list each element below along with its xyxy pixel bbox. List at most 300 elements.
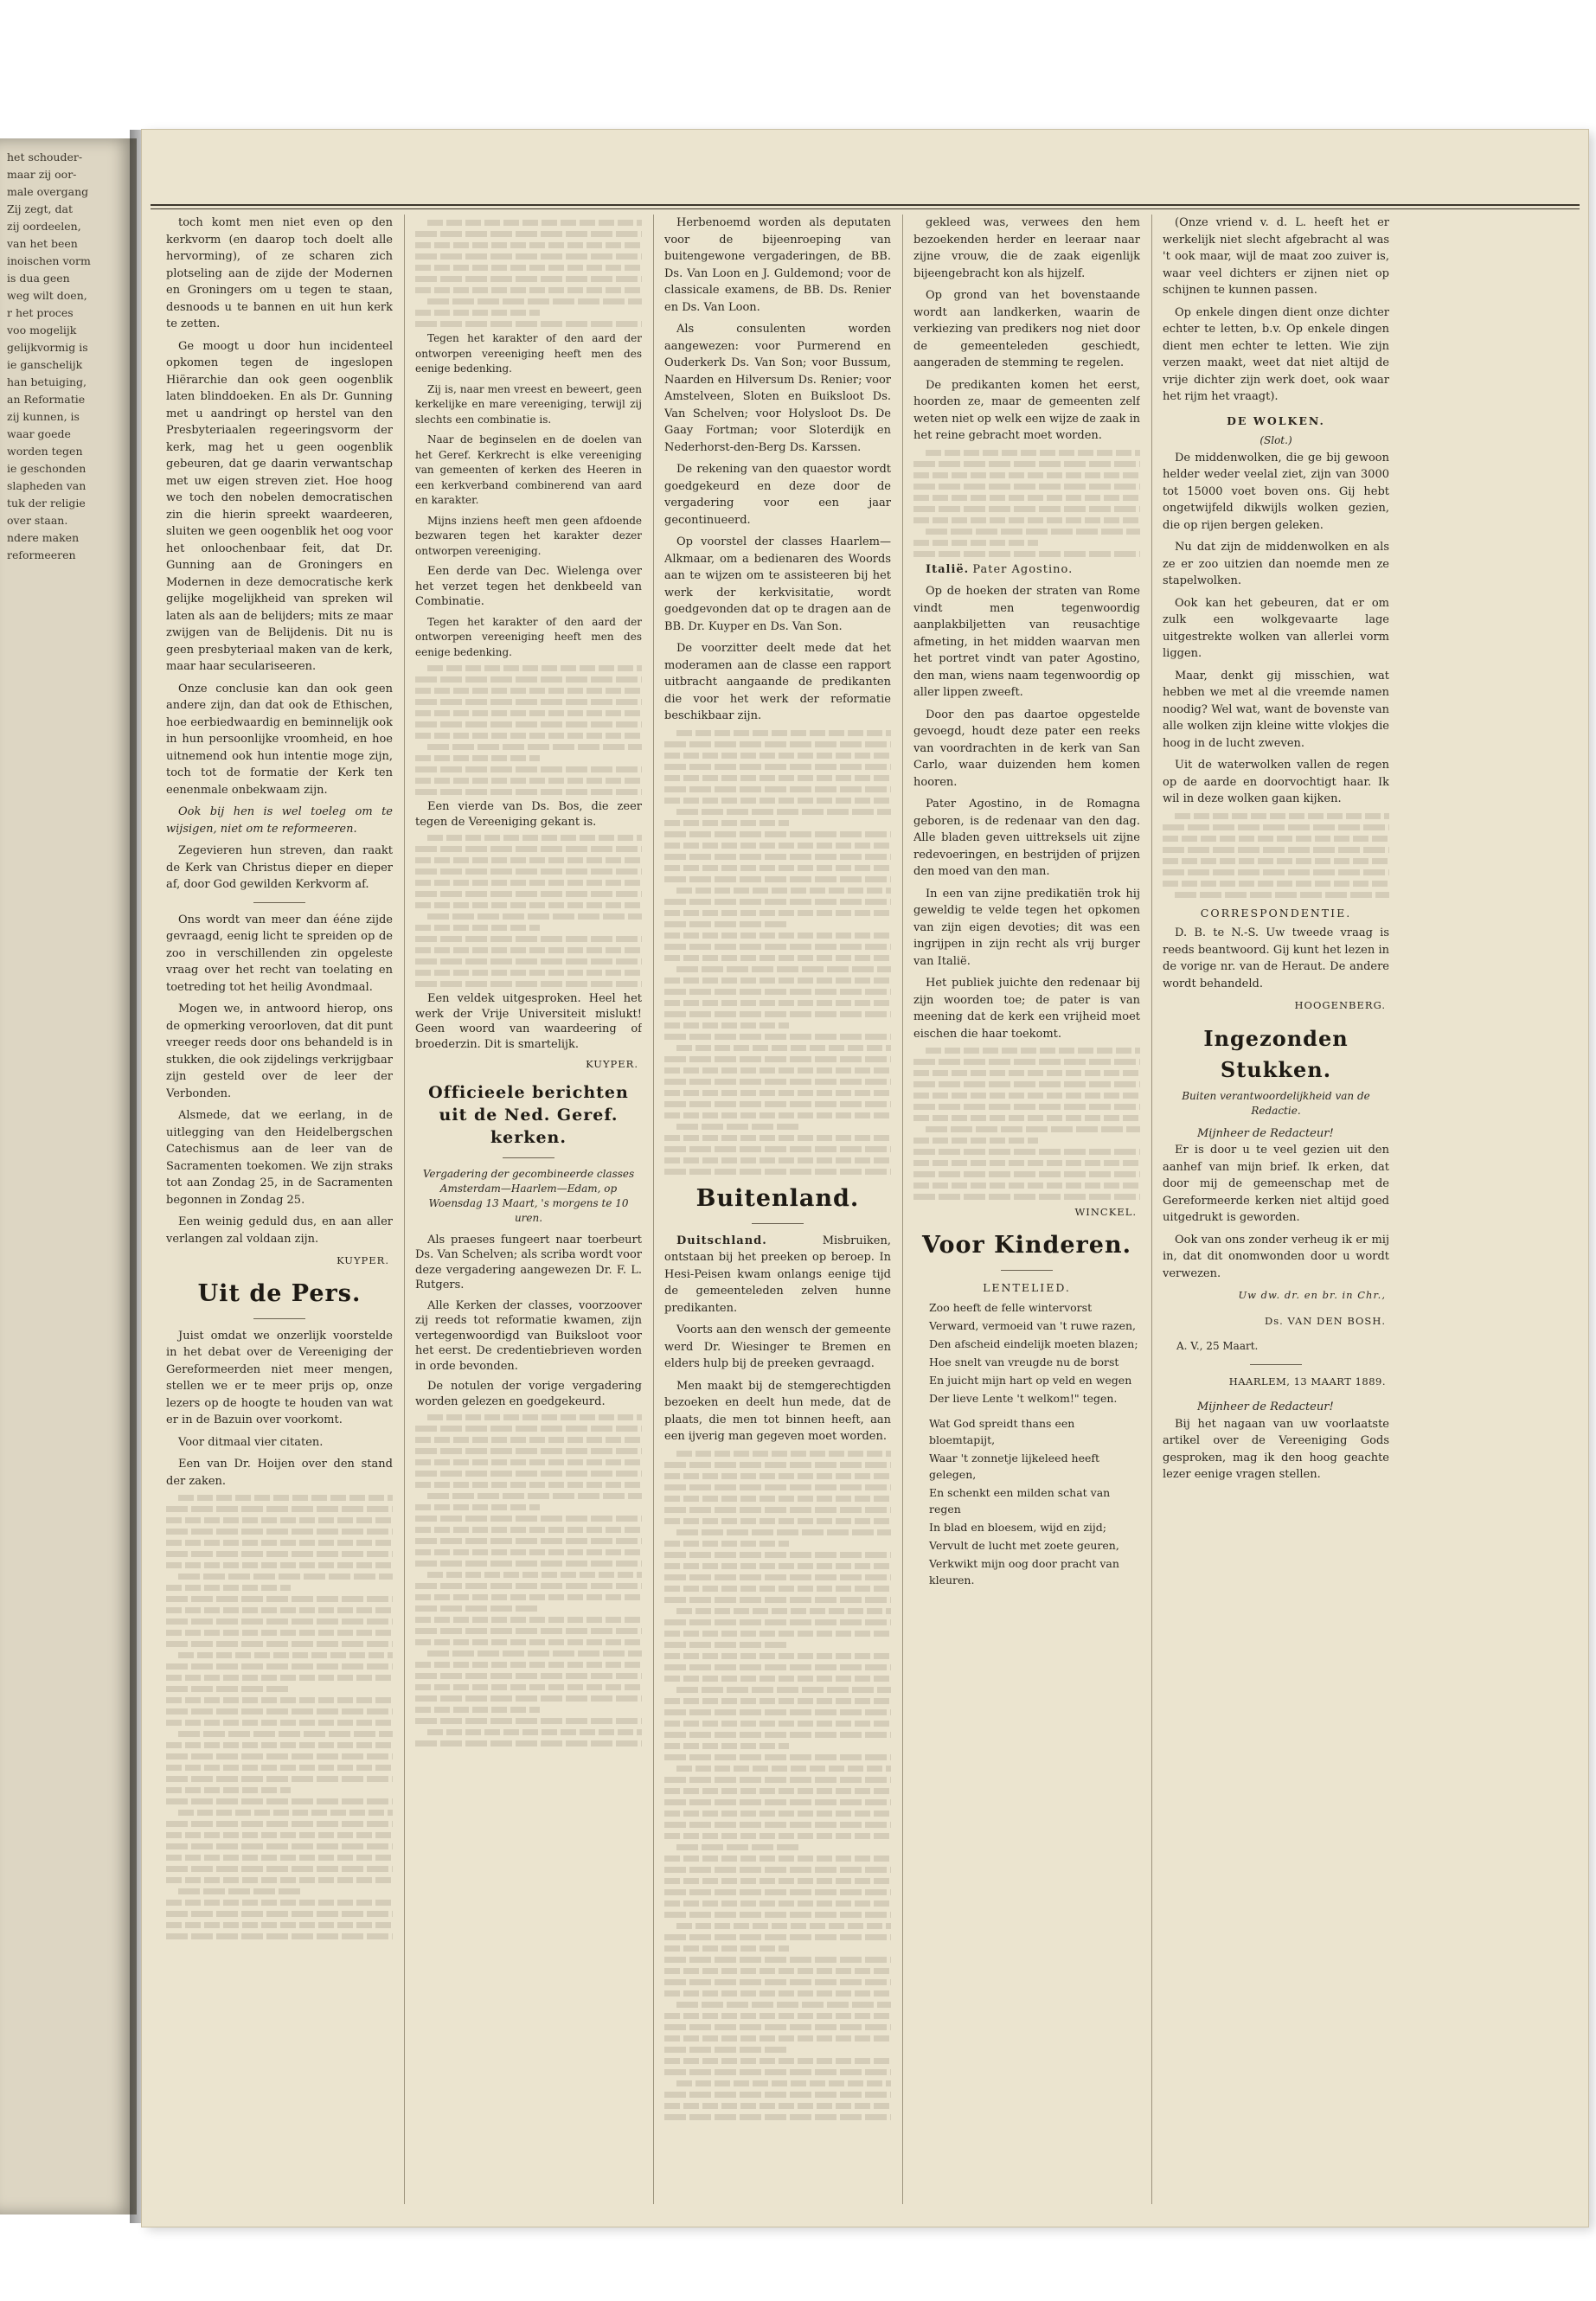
text-line-texture: [166, 1753, 393, 1759]
text-line-texture: [664, 1822, 891, 1828]
text-line-texture: [664, 1631, 891, 1637]
text-line-texture: [166, 1922, 393, 1928]
article-paragraph: Een veldek uitgesproken. Heel het werk der Vrije Universiteit mislukt! Geen woord van waardeering of broederzin. Dit is smartelijk.: [415, 992, 642, 1051]
text-line-texture: [664, 944, 891, 950]
text-line-texture: [166, 1933, 393, 1939]
article-paragraph: Zegevieren hun streven, dan raakt de Kerk van Christus dieper en dieper af, door God gewilden Kerkvorm af.: [166, 844, 393, 891]
announcement-paragraph: Een weinig geduld dus, en aan aller verlangen zal voldaan zijn.: [166, 1215, 393, 1246]
text-line-texture: [166, 1529, 393, 1535]
text-line-texture: [664, 741, 891, 747]
text-line-texture: [166, 1798, 393, 1804]
text-line-texture: [926, 1048, 1140, 1054]
text-line-texture: [166, 1855, 393, 1861]
pers-paragraph: Een van Dr. Hoijen over den stand der zaken.: [166, 1458, 393, 1488]
correspondence-text: D. B. te N.-S. Uw tweede vraag is reeds beantwoord. Gij kunt het lezen in de vorige nr. van de Heraut. De andere wordt behandeld.: [1163, 926, 1389, 990]
text-line-texture: [415, 778, 642, 784]
official-paragraph: Op voorstel der classes Haarlem—Alkmaar, om a bedienaren des Woords aan te wijzen om te assisteeren bij het werk der kerkvisitatie, wordt goedgevonden dat op te dragen aan de BB. Dr. Kuyper en Ds. Van Son.: [664, 535, 891, 633]
article-paragraph: De predikanten komen het eerst, hoorden ze, maar de gemeenten zelf weten niet op welk een wijze de zaak in het reine gebracht moet worden.: [913, 378, 1140, 442]
text-line-texture: [427, 1729, 642, 1735]
newspaper-page: [142, 130, 1588, 2227]
strip-text-fragment: reformeeren: [7, 548, 76, 561]
text-line-texture: [166, 1787, 291, 1793]
text-line-texture: [913, 1104, 1140, 1110]
italie-paragraph: Het publiek juichte den redenaar bij zijn woorden toe; de pater is van meening dat de kerk een vrijheid moet eischen die haar toekomt.: [913, 977, 1140, 1041]
text-line-texture: [913, 1171, 1140, 1177]
text-line-texture: [664, 989, 891, 995]
text-line-texture: [1163, 858, 1389, 864]
poem-title: LENTELIED.: [983, 1280, 1071, 1294]
poem-line: Waar 't zonnetje lijkeleed heeft gelegen,: [929, 1452, 1100, 1481]
text-line-texture: [178, 1731, 393, 1737]
text-line-texture: [913, 1059, 1140, 1065]
poem-line: Verkwikt mijn oog door pracht van kleuren.: [929, 1557, 1119, 1586]
text-line-texture: [415, 958, 642, 965]
text-line-texture: [415, 265, 642, 271]
text-line-texture: [664, 1653, 891, 1659]
text-line-texture: [664, 1912, 891, 1918]
official-paragraph: Alle Kerken der classes, voorzoover zij reeds tot reformatie kwamen, zijn vertegenwoordigd van Buiksloot voor het eerst. De credentiebrieven worden in orde bevonden.: [415, 1298, 642, 1373]
text-line-texture: [166, 1843, 393, 1849]
text-line-texture: [664, 1990, 891, 1997]
text-line-texture: [178, 1652, 393, 1658]
text-line-texture: [676, 1124, 801, 1130]
text-line-texture: [913, 540, 1038, 546]
article-paragraph: Een vierde van Ds. Bos, die zeer tegen de Vereeniging gekant is.: [415, 800, 642, 829]
text-line-texture: [664, 1473, 891, 1479]
text-line-texture: [664, 1563, 891, 1569]
text-line-texture: [676, 2080, 891, 2086]
text-line-texture: [415, 1437, 642, 1443]
column-1: [166, 215, 393, 2204]
text-line-texture: [664, 1732, 891, 1738]
text-line-texture: [415, 688, 642, 694]
section-title-officieele-berichten: Officieele berichten uit de Ned. Geref. kerken.: [428, 1082, 629, 1147]
text-line-texture: [664, 764, 891, 770]
text-line-texture: [676, 809, 891, 815]
poem-line: Zoo heeft de felle wintervorst: [929, 1301, 1093, 1314]
text-line-texture: [913, 1194, 1140, 1200]
text-line-texture: [664, 1090, 891, 1096]
text-line-texture: [415, 1617, 642, 1623]
text-line-texture: [676, 1844, 801, 1850]
section-divider: [253, 902, 305, 903]
text-line-texture: [1163, 847, 1389, 853]
text-line-texture: [664, 1811, 891, 1817]
column-5: [1163, 215, 1389, 2204]
article-paragraph: toch komt men niet even op den kerkvorm (en daarop toch doelt alle hervorming), of ze scharen zich plotseling aan de zijde der Modernen en Groningers om u tegen te staan, desnoods u te bannen en uit hun kerk te zetten.: [166, 216, 393, 330]
text-line-texture: [427, 1414, 642, 1420]
text-line-texture: [166, 1708, 393, 1715]
meeting-subheading: Vergadering der gecombineerde classes Amsterdam—Haarlem—Edam, op Woensdag 13 Maart, 's morgens te 10 uren.: [422, 1167, 635, 1224]
text-line-texture: [664, 1979, 891, 1985]
column-divider: [653, 215, 654, 2204]
column-3: [664, 215, 891, 2204]
text-line-texture: [664, 876, 891, 882]
text-line-texture: [415, 1628, 642, 1634]
text-line-texture: [664, 1079, 891, 1085]
section-title-buitenland: Buitenland.: [695, 1184, 860, 1212]
ingezonden-paragraph: Er is door u te veel gezien uit den aanhef van mijn brief. Ik erken, dat door mij de gemeenschap met de Gereformeerde kerken niet altijd goed uitgedrukt is geworden.: [1163, 1144, 1389, 1224]
text-line-texture: [166, 1776, 393, 1782]
text-line-texture: [427, 913, 642, 920]
text-line-texture: [664, 1934, 891, 1940]
text-line-texture: [415, 936, 642, 942]
fine-print-filler: [415, 665, 642, 795]
text-line-texture: [913, 551, 1140, 557]
signature: WINCKEL.: [1074, 1206, 1137, 1218]
text-line-texture: [415, 1695, 642, 1702]
text-line-texture: [664, 843, 891, 849]
strip-text-fragment: male overgang: [7, 185, 89, 198]
text-line-texture: [664, 1833, 891, 1839]
text-line-texture: [166, 1540, 393, 1546]
text-line-texture: [166, 1900, 393, 1906]
text-line-texture: [664, 2058, 891, 2064]
text-line-texture: [415, 231, 642, 237]
text-line-texture: [664, 1157, 891, 1163]
announcement-paragraph: Mogen we, in antwoord hierop, ons de opmerking veroorloven, dat dit punt vreeger reeds door ons behandeld is in stukken, die ook zijdelings verkrijgbaar zijn gesteld over de leer der Verbonden.: [166, 1003, 393, 1100]
text-line-texture: [676, 1451, 891, 1457]
text-line-texture: [664, 933, 891, 939]
text-line-texture: [664, 2013, 891, 2019]
article-paragraph: Op enkele dingen dient onze dichter echter te letten, b.v. Op enkele dingen dient men echter te letten. Wie zijn verzen maakt, weet dat niet altijd de vrije dichter zijn werk doet, ook waar het rijm het vraagt).: [1163, 305, 1389, 403]
text-line-texture: [913, 1093, 1140, 1099]
salutation: Mijnheer de Redacteur!: [1197, 1400, 1334, 1413]
text-line-texture: [415, 755, 540, 761]
fine-print-filler: [664, 1451, 891, 2120]
poem-line: En schenkt een milden schat van regen: [929, 1486, 1111, 1516]
text-line-texture: [415, 1684, 642, 1690]
text-line-texture: [664, 2114, 891, 2120]
text-line-texture: [415, 1448, 642, 1454]
text-line-texture: [664, 1169, 891, 1175]
text-line-texture: [415, 891, 642, 897]
strip-text-fragment: han betuiging,: [7, 375, 87, 388]
text-line-texture: [415, 242, 642, 248]
column-divider: [404, 215, 405, 2204]
text-line-texture: [664, 854, 891, 860]
text-line-texture: [166, 1877, 393, 1883]
poem-line: In blad en bloesem, wijd en zijd;: [929, 1521, 1106, 1534]
section-divider: [253, 1318, 305, 1319]
text-line-texture: [676, 730, 891, 736]
text-line-texture: [415, 1606, 540, 1612]
section-divider: [1001, 1270, 1053, 1271]
pers-paragraph: Juist omdat we onzerlijk voorstelde in het debat over de Vereeniging der Gereformeerden niet meer mengen, stellen we er te meer prijs op, onze lezers op de hoogte te houden van wat er in de Bazuin over voorkomt.: [166, 1329, 393, 1426]
correspondence-title: CORRESPONDENTIE.: [1200, 906, 1352, 920]
italie-paragraph: In een van zijne predikatiën trok hij geweldig te velde tegen het opkomen van zijn eigen devoties; dit was een ingrijpen in zijn recht als vrij burger van Italië.: [913, 887, 1140, 968]
article-paragraph: Tegen het karakter of den aard der ontworpen vereeniging heeft men des eenige bedenking.: [415, 615, 642, 658]
previous-page-strip: [0, 138, 137, 2214]
wolken-paragraph: Maar, denkt gij misschien, wat hebben we met al die vreemde namen noodig? Wel wat, want de bovenste van alle wolken zijn kleine witte vlokjes die hoog in de lucht zweven.: [1163, 669, 1389, 750]
text-line-texture: [415, 1471, 642, 1477]
text-line-texture: [415, 1426, 642, 1432]
text-line-texture: [664, 921, 789, 927]
text-line-texture: [664, 1135, 891, 1141]
official-paragraph: Herbenoemd worden als deputaten voor de bijeenroeping van buitengewone vergaderingen, de BB. Ds. Van Loon en J. Guldemond; voor de classicale examens, de BB. Ds. Renier en Ds. Van Loon.: [664, 216, 891, 314]
wolken-paragraph: Nu dat zijn de middenwolken en als ze er zoo uitzien dan noemde men ze stapelwolken.: [1163, 541, 1389, 587]
text-line-texture: [415, 1740, 642, 1747]
text-line-texture: [664, 1709, 891, 1715]
text-line-texture: [664, 2035, 891, 2041]
text-line-texture: [664, 910, 891, 916]
text-line-texture: [415, 846, 642, 852]
text-line-texture: [415, 1561, 642, 1567]
text-line-texture: [1175, 813, 1389, 819]
text-line-texture: [415, 721, 642, 727]
strip-text-fragment: inoischen vorm: [7, 254, 91, 267]
text-line-texture: [664, 1799, 891, 1805]
text-line-texture: [415, 1459, 642, 1465]
text-line-texture: [664, 1968, 891, 1974]
place-date: A. V., 25 Maart.: [1176, 1340, 1259, 1352]
signer: Ds. VAN DEN BOSH.: [1265, 1314, 1386, 1327]
text-line-texture: [166, 1562, 393, 1568]
fine-print-filler: [415, 220, 642, 327]
text-line-texture: [913, 517, 1140, 523]
text-line-texture: [415, 1516, 642, 1522]
article-paragraph: (Onze vriend v. d. L. heeft het er werkelijk niet slecht afgebracht al was 't ook maar, wijl de maat zoo zuiver is, waar veel dichters er zijnen niet op schijnen te kunnen passen.: [1163, 216, 1389, 297]
poem-line: Der lieve Lente 't welkom!" tegen.: [929, 1392, 1118, 1405]
text-line-texture: [676, 966, 891, 972]
text-line-texture: [913, 484, 1140, 490]
text-line-texture: [415, 253, 642, 260]
column-divider: [902, 215, 903, 2204]
strip-text-fragment: het schouder-: [7, 151, 83, 163]
ingezonden-subheading: Buiten verantwoordelijkheid van de Redactie.: [1182, 1089, 1370, 1117]
text-line-texture: [676, 1045, 891, 1051]
text-line-texture: [415, 1718, 642, 1724]
text-line-texture: [664, 2024, 891, 2030]
text-line-texture: [166, 1630, 393, 1636]
wolken-paragraph: De middenwolken, die ge bij gewoon helder weder veelal ziet, zijn van 3000 tot 15000 voet boven ons. Gij hebt ongetwijfeld dikwijls wolken gezien, die op rijen bergen geleken.: [1163, 451, 1389, 532]
text-line-texture: [664, 786, 891, 792]
text-line-texture: [926, 450, 1140, 456]
fine-print-filler: [913, 1048, 1140, 1200]
article-paragraph: Mijns inziens heeft men geen afdoende bezwaren tegen het karakter dezer ontworpen vereeniging.: [415, 514, 642, 557]
text-line-texture: [427, 665, 642, 671]
text-line-texture: [427, 835, 642, 841]
text-line-texture: [166, 1618, 393, 1625]
article-paragraph: Ge moogt u door hun incidenteel opkomen tegen de ingeslopen Hiërarchie dan ook geen oogenblik laten blinddoeken. En als Dr. Gunning met u aandringt op herstel van den Presbyteriaalen regeeringsvorm der kerk, mag het u geen oogenblik gebeuren, dat ge daarin verwantschap met uw eigen streven ziet. Hoe hoog we toch den nobelen democratischen zin die hierin spreekt waardeeren, sluiten we geen oogenblik het oog voor het onloochenbaar feit, dat Dr. Gunning aan de Groningers en Modernen in deze democratische kerk gelijke mogelijkheid van spreken wil laten als aan de belijders; mits ze maar zwijgen van de Belijdenis. Dit nu is geen presbyteriaal maken van de kerk, maar haar seculariseeren.: [166, 339, 393, 673]
text-line-texture: [913, 1115, 1140, 1121]
text-line-texture: [427, 298, 642, 304]
text-line-texture: [415, 970, 642, 976]
official-paragraph: Als praeses fungeert naar toerbeurt Ds. Van Schelven; als scriba wordt voor deze vergadering aangewezen Dr. F. L. Rutgers.: [415, 1233, 642, 1292]
poem-line: Verward, vermoeid van 't ruwe razen,: [929, 1319, 1137, 1332]
buitenland-paragraph: Men maakt bij de stemgerechtigden bezoeken en deelt hun mede, dat de plaats, die men tot binnen heeft, aan een ijverig man gegeven moet worden.: [664, 1379, 891, 1443]
section-title-uit-de-pers: Uit de Pers.: [197, 1279, 362, 1307]
correspondence-signature: HOOGENBERG.: [1294, 999, 1386, 1011]
official-paragraph: De rekening van den quaestor wordt goedgekeurd en deze door de vergadering voor een jaar gecontinueerd.: [664, 463, 891, 527]
text-line-texture: [415, 276, 642, 282]
text-line-texture: [913, 472, 1140, 478]
text-line-texture: [1163, 869, 1389, 875]
wolken-paragraph: Uit de waterwolken vallen de regen op de aarde en doorvochtigt haar. Ik wil in deze wolken gaan kijken.: [1163, 759, 1389, 805]
announcement-paragraph: Alsmede, dat we eerlang, in de uitlegging van den Heidelbergschen Catechismus aan de leer van de Sacramenten toekomen. We zijn straks tot aan Zondag 25, in de Sacramenten begonnen in Zondag 25.: [166, 1109, 393, 1207]
text-line-texture: [664, 1034, 891, 1040]
text-line-texture: [415, 868, 642, 875]
text-line-texture: [415, 1583, 642, 1589]
final-paragraph: Bij het nagaan van uw voorlaatste artikel over de Vereeniging Gods gesproken, mag ik den hoog geachte lezer eenige vragen stellen.: [1163, 1417, 1389, 1481]
text-line-texture: [913, 1070, 1140, 1076]
text-line-texture: [676, 1766, 891, 1772]
text-line-texture: [415, 857, 642, 863]
text-line-texture: [664, 1112, 891, 1118]
strip-text-fragment: zij oordeelen,: [7, 220, 81, 233]
text-line-texture: [166, 1607, 393, 1613]
text-line-texture: [166, 1551, 393, 1557]
strip-text-fragment: tuk der religie: [7, 497, 86, 510]
text-line-texture: [664, 955, 891, 961]
text-line-texture: [664, 2069, 891, 2075]
text-line-texture: [166, 1596, 393, 1602]
strip-text-fragment: waar goede: [7, 427, 71, 440]
text-line-texture: [415, 733, 642, 739]
text-line-texture: [664, 2047, 789, 2053]
text-line-texture: [913, 1138, 1038, 1144]
text-line-texture: [664, 1462, 891, 1468]
text-line-texture: [676, 2002, 891, 2008]
text-line-texture: [415, 287, 642, 293]
text-line-texture: [664, 1743, 789, 1749]
text-line-texture: [664, 1642, 789, 1648]
fine-print-filler: [415, 835, 642, 987]
text-line-texture: [166, 1675, 393, 1681]
text-line-texture: [178, 1888, 303, 1894]
strip-text-fragment: ie geschonden: [7, 462, 87, 475]
poem-line: En juicht mijn hart op veld en wegen: [929, 1374, 1132, 1387]
strip-text-fragment: ie ganschelijk: [7, 358, 83, 371]
text-line-texture: [664, 1484, 891, 1490]
salutation: Mijnheer de Redacteur!: [1197, 1126, 1334, 1140]
text-line-texture: [913, 1081, 1140, 1087]
signature: KUYPER.: [337, 1254, 389, 1266]
strip-text-fragment: weg wilt doen,: [7, 289, 87, 302]
text-line-texture: [166, 1866, 393, 1872]
section-title-voor-kinderen: Voor Kinderen.: [922, 1231, 1131, 1259]
text-line-texture: [664, 1664, 891, 1670]
text-line-texture: [415, 947, 642, 953]
text-line-texture: [926, 529, 1140, 535]
text-line-texture: [664, 1889, 891, 1895]
text-line-texture: [664, 820, 789, 826]
text-line-texture: [415, 1662, 642, 1668]
strip-text-fragment: over staan.: [7, 514, 68, 527]
wolken-paragraph: Ook kan het gebeuren, dat er om zulk een wolkgevaarte lage uitgestrekte wolken van allerlei vorm liggen.: [1163, 596, 1389, 660]
text-line-texture: [664, 1788, 891, 1794]
italie-paragraph: Op de hoeken der straten van Rome vindt men tegenwoordig aanplakbiljetten van reusachtige afmeting, in het midden waarvan men het portret vindt van pater Agostino, den man, wiens naam tegenwoordig op aller lippen zweeft.: [913, 585, 1140, 699]
text-line-texture: [178, 1495, 393, 1501]
text-line-texture: [166, 1821, 393, 1827]
text-line-texture: [664, 1777, 891, 1783]
column-2: [415, 215, 642, 2204]
announcement-paragraph: Ons wordt van meer dan ééne zijde gevraagd, eenig licht te spreiden op de zoo in verschillenden zin opgeleste vraag over het recht van toelating en toetreding tot het heilig Avondmaal.: [166, 913, 393, 994]
poem-line: Den afscheid eindelijk moeten blazen;: [929, 1337, 1138, 1350]
text-line-texture: [166, 1765, 393, 1771]
text-line-texture: [664, 1507, 891, 1513]
text-line-texture: [415, 1673, 642, 1679]
text-line-texture: [676, 1608, 891, 1614]
text-line-texture: [415, 1538, 642, 1544]
columns: [166, 215, 1564, 2204]
ingezonden-paragraph: Ook van ons zonder verheug ik er mij in, dat dit onomwonden door u wordt verwezen.: [1163, 1233, 1389, 1280]
article-paragraph: Tegen het karakter of den aard der ontworpen vereeniging heeft men des eenige bedenking.: [415, 332, 642, 375]
country-lead: Italië.: [926, 562, 970, 576]
text-line-texture: [166, 1697, 393, 1703]
text-line-texture: [415, 710, 642, 716]
poem-line: Vervult de lucht met zoete geuren,: [929, 1539, 1119, 1552]
text-line-texture: [664, 1552, 891, 1558]
text-line-texture: [166, 1686, 291, 1692]
strip-text-fragment: r het proces: [7, 306, 74, 319]
dateline: HAARLEM, 13 MAART 1889.: [1228, 1375, 1386, 1388]
text-line-texture: [178, 1810, 393, 1816]
poem-line: Wat God spreidt thans een bloemtapijt,: [929, 1417, 1075, 1446]
article-paragraph: Op grond van het bovenstaande wordt aan landkerken, waarin de verkiezing van predikers nog niet door de gemeenteleden geschiedt, aangeraden de stemming te regelen.: [913, 289, 1140, 369]
text-line-texture: [166, 1506, 393, 1512]
text-line-texture: [415, 676, 642, 683]
text-line-texture: [415, 1707, 540, 1713]
text-line-texture: [664, 1698, 891, 1704]
text-line-texture: [913, 1149, 1140, 1155]
strip-text-fragment: worden tegen: [7, 445, 83, 458]
signature: KUYPER.: [586, 1058, 638, 1070]
text-line-texture: [664, 1878, 891, 1884]
text-line-texture: [676, 1529, 891, 1535]
fine-print-filler: [913, 450, 1140, 557]
text-line-texture: [415, 1594, 642, 1600]
text-line-texture: [664, 1541, 789, 1547]
text-line-texture: [166, 1585, 291, 1591]
text-line-texture: [166, 1663, 393, 1670]
text-line-texture: [913, 1183, 1140, 1189]
text-line-texture: [664, 1011, 891, 1017]
article-paragraph: Ook bij hen is wel toeleg om te wijsigen, niet om te reformeeren.: [166, 805, 393, 836]
section-divider: [503, 1157, 554, 1158]
text-line-texture: [427, 1650, 642, 1657]
official-paragraph: De notulen der vorige vergadering worden gelezen en goedgekeurd.: [415, 1380, 642, 1408]
top-rule-thin: [151, 208, 1580, 209]
text-line-texture: [664, 1721, 891, 1727]
article-paragraph: gekleed was, verwees den hem bezoekenden herder en leeraar naar zijne vrouw, die de zaak eigenlijk bijeengebracht kon als hijzelf.: [913, 216, 1140, 280]
text-line-texture: [664, 1101, 891, 1107]
text-line-texture: [664, 977, 891, 984]
article-paragraph: Een derde van Dec. Wielenga over het verzet tegen het denkbeeld van Combinatie.: [415, 565, 642, 608]
buitenland-paragraph: Voorts aan den wensch der gemeente werd Dr. Wiesinger te Bremen en elders hulp bij de preeken gevraagd.: [664, 1324, 891, 1370]
text-line-texture: [664, 2092, 891, 2098]
text-line-texture: [676, 888, 891, 894]
strip-text-fragment: an Reformatie: [7, 393, 86, 406]
text-line-texture: [415, 766, 642, 772]
text-line-texture: [166, 1720, 393, 1726]
text-line-texture: [415, 981, 642, 987]
poem: [913, 1299, 1140, 1588]
text-line-texture: [664, 775, 891, 781]
text-line-texture: [664, 753, 891, 759]
text-line-texture: [427, 220, 642, 226]
strip-text-fragment: van het been: [7, 237, 78, 250]
text-line-texture: [664, 865, 891, 871]
text-line-texture: [664, 1586, 891, 1592]
text-line-texture: [664, 2103, 891, 2109]
text-line-texture: [427, 1493, 642, 1499]
text-line-texture: [913, 1160, 1140, 1166]
strip-text-fragment: Zij zegt, dat: [7, 202, 73, 215]
strip-text-fragment: slapheden van: [7, 479, 87, 492]
text-line-texture: [664, 1518, 891, 1524]
text-line-texture: [664, 1597, 891, 1603]
